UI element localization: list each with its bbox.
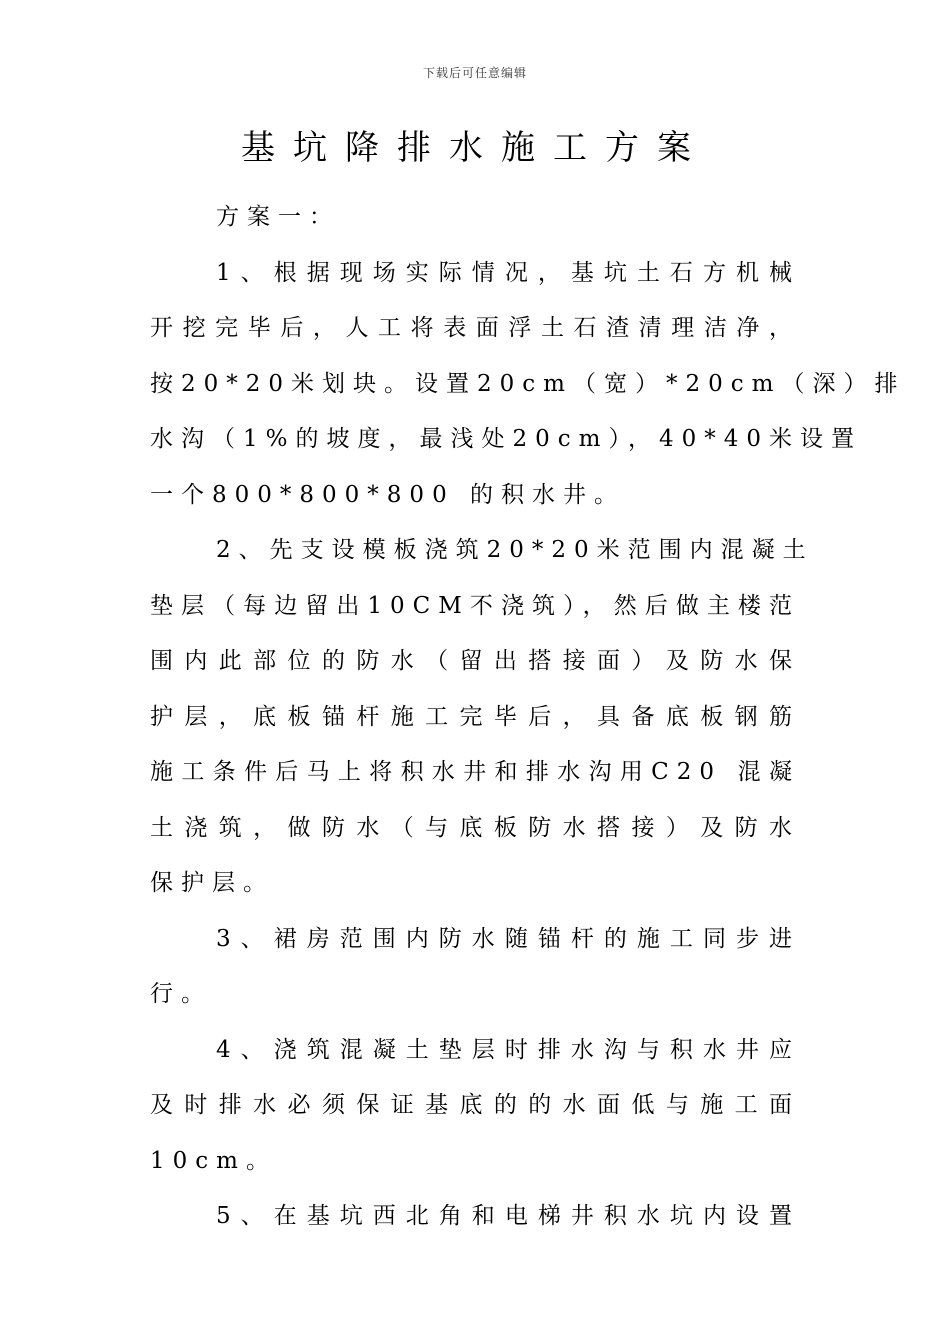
paragraph-line: 水沟（1%的坡度，最浅处20cm），40*40米设置 [150,426,862,452]
section-label [150,190,800,246]
paragraph-3 [150,912,800,1023]
paragraph-line: 2、先支设模板浇筑20*20米范围内混凝土 [216,537,814,563]
section-label-text: 方案一： [216,204,340,230]
paragraph-line: 1、根据现场实际情况，基坑土石方机械 [216,259,800,286]
paragraph-line: 10cm。 [150,1147,277,1174]
document-title: 基坑降排水施工方案 [241,128,709,168]
paragraph-line: 3、裙房范围内防水随锚杆的施工同步进 [216,925,800,952]
paragraph-5 [150,1189,800,1245]
paragraph-line: 4、浇筑混凝土垫层时排水沟与积水井应 [216,1036,800,1063]
paragraph-line: 土浇筑，做防水（与底板防水搭接）及防水 [150,814,800,841]
document-body [150,190,906,1245]
paragraph-2 [150,523,814,912]
paragraph-line: 围内此部位的防水（留出搭接面）及防水保 [150,648,800,674]
paragraph-line: 按20*20米划块。设置20cm（宽）*20cm（深）排 [150,370,906,397]
paragraph-line: 垫层（每边留出10CM不浇筑），然后做主楼范 [150,592,800,619]
paragraph-line: 保护层。 [150,870,274,896]
paragraph-line: 开挖完毕后，人工将表面浮土石渣清理洁净， [150,315,800,341]
paragraph-1 [150,246,906,524]
paragraph-4 [150,1023,800,1190]
paragraph-line: 一个800*800*800 的积水井。 [150,481,626,508]
paragraph-line: 5、在基坑西北角和电梯井积水坑内设置 [216,1203,800,1229]
paragraph-line: 护层，底板锚杆施工完毕后，具备底板钢筋 [150,703,800,730]
header-note: 下载后可任意编辑 [422,66,527,80]
paragraph-line: 行。 [150,981,212,1007]
paragraph-line: 及时排水必须保证基底的的水面低与施工面 [150,1092,800,1118]
paragraph-line: 施工条件后马上将积水井和排水沟用C20 混凝 [150,759,800,785]
